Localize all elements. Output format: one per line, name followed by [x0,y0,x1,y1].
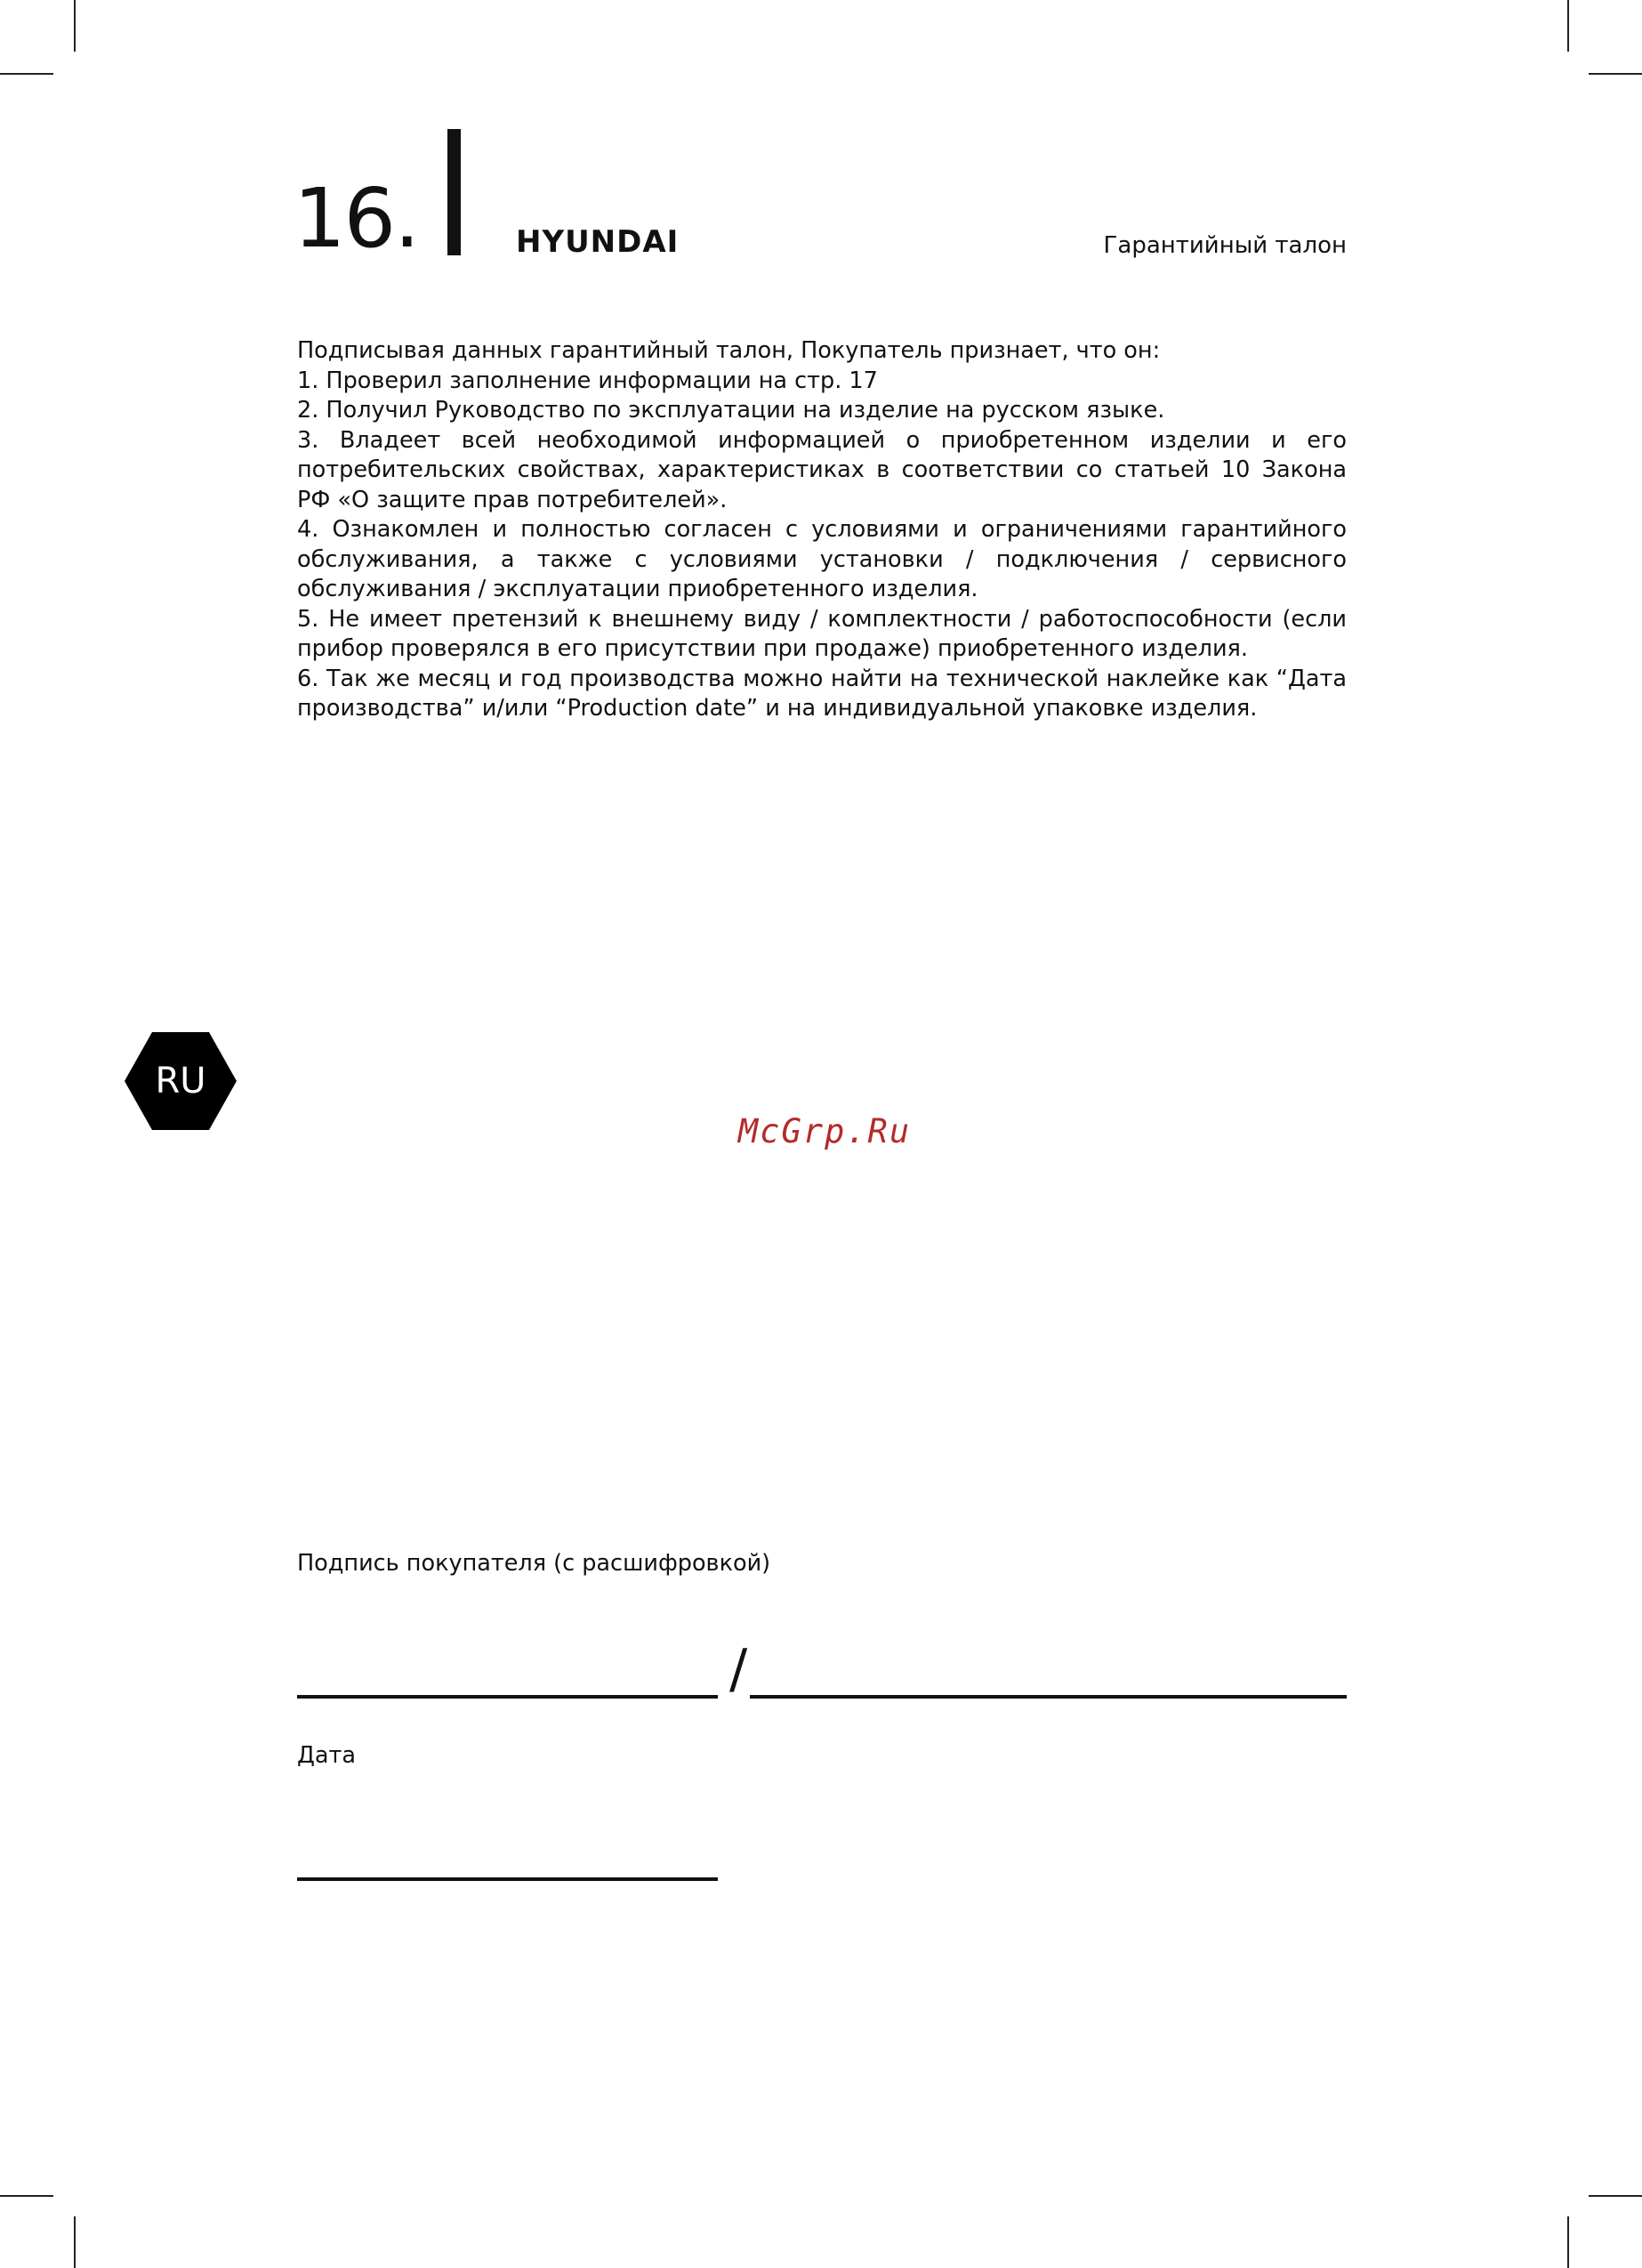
terms-item-1: 1. Проверил заполнение информации на стр. 17 [297,367,878,394]
crop-mark-bottom-left-vertical [74,2216,76,2268]
watermark: McGrp.Ru [737,1112,912,1150]
date-line[interactable] [297,1877,718,1881]
terms-text [297,336,1347,724]
section-title: Гарантийный талон [1103,232,1347,259]
date-label: Дата [297,1742,357,1769]
brand-logo: HYUNDAI [516,224,680,260]
crop-mark-bottom-left-horizontal [0,2195,53,2197]
crop-mark-top-left-horizontal [0,73,53,75]
crop-mark-top-right-vertical [1567,0,1569,52]
terms-item-3: 3. Владеет всей необходимой информацией о приобретенном изделии и его потребительских свойствах, характеристиках в соответствии со статьей 10 Закона РФ «О защите прав потребителей». [297,426,1347,513]
signature-transcript-line[interactable] [750,1695,1347,1699]
language-badge-label: RU [155,1061,206,1102]
signature-label: Подпись покупателя (с расшифровкой) [297,1550,771,1577]
signature-separator: / [729,1638,748,1700]
crop-mark-top-right-horizontal [1589,73,1642,75]
terms-intro: Подписывая данных гарантийный талон, Покупатель признает, что он: [297,337,1161,364]
terms-item-4: 4. Ознакомлен и полностью согласен с условиями и ограничениями гарантийного обслуживания, а также с условиями установки / подключения / сервисного обслуживания / эксплуатации приобретенного изделия. [297,516,1347,602]
terms-item-5: 5. Не имеет претензий к внешнему виду / комплектности / работоспособности (если прибор проверялся в его присутствии при продаже) приобретенного изделия. [297,605,1347,662]
terms-item-2: 2. Получил Руководство по эксплуатации на изделие на русском языке. [297,397,1165,424]
crop-mark-bottom-right-horizontal [1589,2195,1642,2197]
header-divider-bar [447,129,461,255]
crop-mark-top-left-vertical [74,0,76,52]
crop-mark-bottom-right-vertical [1567,2216,1569,2268]
signature-line[interactable] [297,1695,718,1699]
terms-item-6: 6. Так же месяц и год производства можно найти на технической наклейке как “Дата производства” и/или “Production date” и на индивидуальной упаковке изделия. [297,665,1347,722]
page-number: 16. [294,171,419,266]
